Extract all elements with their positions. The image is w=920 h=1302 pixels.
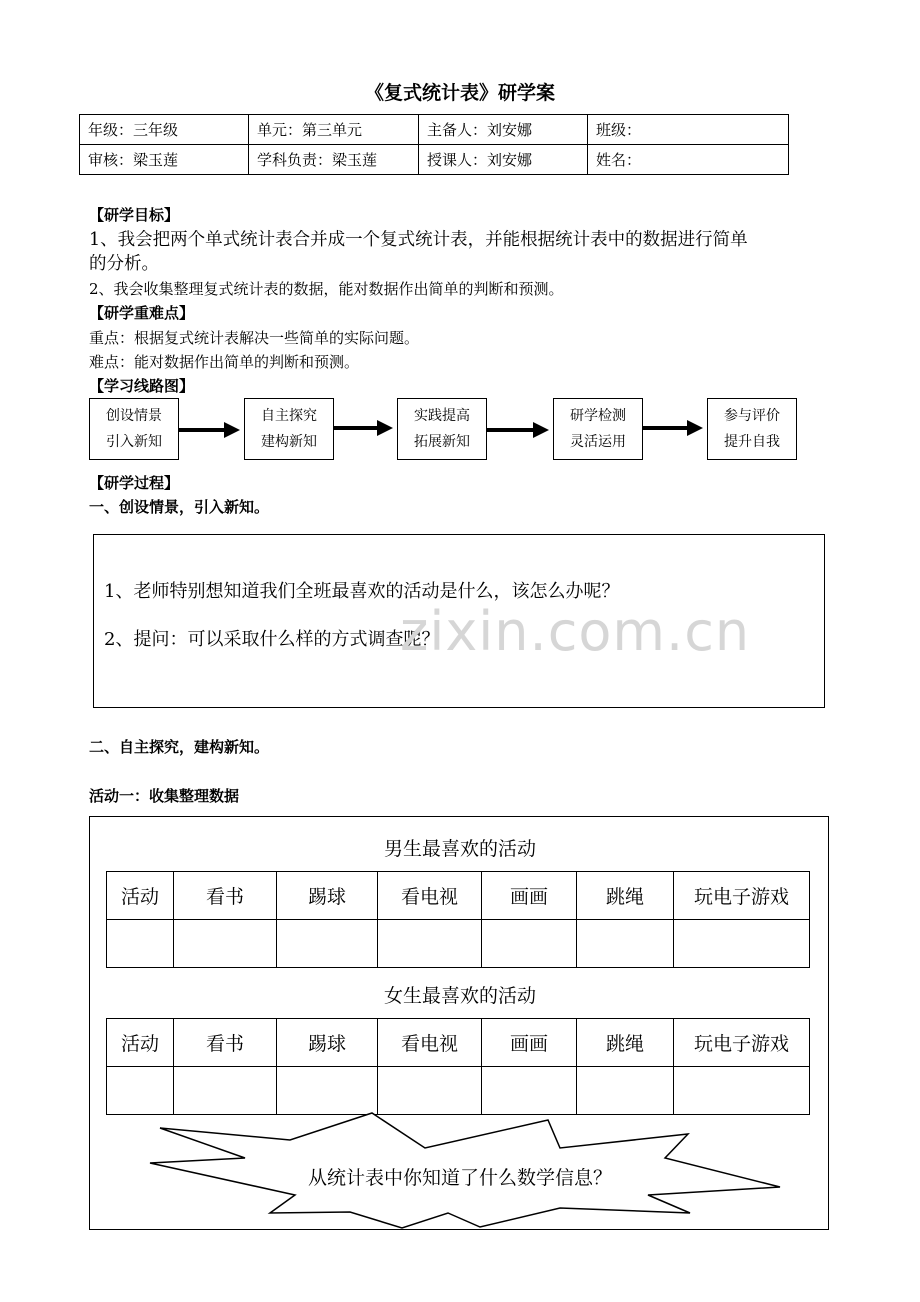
- class-cell: 班级：: [588, 115, 789, 145]
- teacher-cell: 授课人：刘安娜: [419, 145, 588, 175]
- activity-1-heading: 活动一：收集整理数据: [89, 787, 240, 805]
- header-cell: 玩电子游戏: [674, 872, 810, 920]
- header-cell: 看电视: [378, 1019, 482, 1067]
- girls-table-caption: 女生最喜欢的活动: [383, 985, 536, 1007]
- burst-question: 从统计表中你知道了什么数学信息？: [307, 1167, 612, 1189]
- header-cell: 活动: [107, 1019, 174, 1067]
- process-heading: 【研学过程】: [89, 474, 180, 492]
- header-cell: 看电视: [378, 872, 482, 920]
- header-cell: 跳绳: [577, 872, 674, 920]
- goal-2: 2、我会收集整理复式统计表的数据，能对数据作出简单的判断和预测。: [89, 280, 564, 298]
- header-cell: 活动: [107, 872, 174, 920]
- step-line: 引入新知: [106, 434, 162, 450]
- header-cell: 看书: [174, 872, 277, 920]
- header-cell: 玩电子游戏: [674, 1019, 810, 1067]
- question-1: 1、老师特别想知道我们全班最喜欢的活动是什么，该怎么办呢？: [104, 581, 620, 602]
- step-line: 提升自我: [724, 434, 780, 450]
- page-title: 《复式统计表》研学案: [364, 82, 555, 104]
- unit-cell: 单元：第三单元: [249, 115, 419, 145]
- reviewer-cell: 审核：梁玉莲: [80, 145, 249, 175]
- step-line: 实践提高: [414, 408, 470, 424]
- part-1-heading: 一、创设情景，引入新知。: [89, 498, 270, 516]
- step-line: 建构新知: [261, 434, 317, 450]
- step-line: 研学检测: [570, 408, 626, 424]
- difficult-point: 难点：能对数据作出简单的判断和预测。: [89, 353, 360, 371]
- student-name-cell: 姓名：: [588, 145, 789, 175]
- step-line: 拓展新知: [414, 434, 470, 450]
- watermark: zixin.com.cn: [400, 600, 751, 663]
- header-cell: 踢球: [277, 872, 378, 920]
- roadmap-heading: 【学习线路图】: [89, 377, 195, 395]
- key-point: 重点：根据复式统计表解决一些简单的实际问题。: [89, 329, 420, 347]
- header-cell: 看书: [174, 1019, 277, 1067]
- boys-table-caption: 男生最喜欢的活动: [383, 838, 536, 860]
- goal-1-line-2: 的分析。: [89, 254, 159, 274]
- question-2: 2、提问：可以采取什么样的方式调查呢？: [104, 629, 440, 650]
- grade-cell: 年级：三年级: [80, 115, 249, 145]
- part-2-heading: 二、自主探究，建构新知。: [89, 738, 270, 756]
- step-line: 灵活运用: [570, 434, 626, 450]
- subject-lead-cell: 学科负责：梁玉莲: [249, 145, 419, 175]
- header-cell: 画画: [482, 872, 577, 920]
- preparer-cell: 主备人：刘安娜: [419, 115, 588, 145]
- keypoints-heading: 【研学重难点】: [89, 304, 195, 322]
- step-line: 自主探究: [261, 408, 317, 424]
- header-cell: 画画: [482, 1019, 577, 1067]
- goals-heading: 【研学目标】: [89, 206, 180, 224]
- goal-1-line-1: 1、我会把两个单式统计表合并成一个复式统计表，并能根据统计表中的数据进行简单: [89, 230, 748, 250]
- header-cell: 踢球: [277, 1019, 378, 1067]
- step-line: 参与评价: [724, 408, 780, 424]
- step-line: 创设情景: [106, 408, 162, 424]
- header-cell: 跳绳: [577, 1019, 674, 1067]
